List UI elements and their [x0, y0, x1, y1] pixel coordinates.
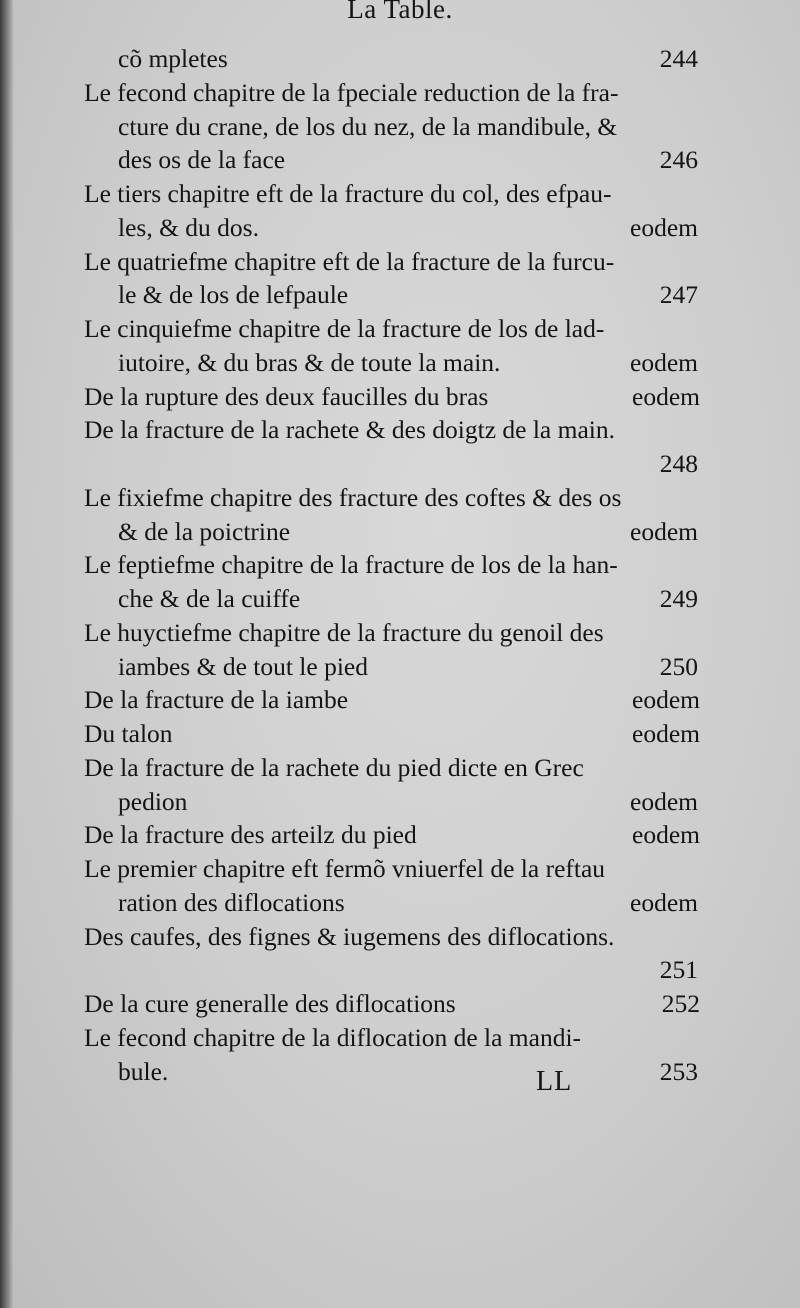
toc-line — [118, 582, 698, 616]
toc-line — [118, 1055, 698, 1089]
toc-entry-text: Le fixiefme chapitre des fracture des coftes & des os — [84, 482, 622, 512]
toc-entry-text: Le huyctiefme chapitre de la fracture du genoil des — [84, 617, 604, 647]
toc-entry-text: De la rupture des deux faucilles du bras — [84, 381, 489, 411]
toc-line — [118, 42, 698, 76]
toc-entry-text: cture du crane, de los du nez, de la mandibule, & — [118, 111, 618, 141]
toc-page-number: eodem — [632, 820, 700, 850]
toc-line — [84, 177, 700, 211]
toc-line — [118, 211, 698, 245]
toc-line — [84, 683, 700, 717]
toc-entry-text: Le tiers chapitre eft de la fracture du col, des efpau- — [84, 179, 612, 208]
toc-entry-text: De la fracture de la rachete & des doigtz de la main. — [84, 415, 615, 445]
toc-line — [118, 346, 698, 380]
toc-line — [84, 717, 700, 751]
toc-entry-text: les, & du dos. — [118, 212, 259, 242]
toc-line — [118, 143, 698, 177]
toc-entry-text: le & de los de lefpaule — [118, 280, 349, 310]
toc-line — [118, 447, 698, 481]
toc-line — [84, 413, 700, 447]
toc-page-number: eodem — [632, 381, 700, 411]
toc-line — [84, 987, 700, 1021]
toc-page-number: 253 — [659, 1056, 698, 1086]
toc-entry-text: cõ mpletes — [118, 44, 228, 73]
toc-entry-text: & de la poictrine — [118, 516, 291, 546]
toc-entry-text: Le premier chapitre eft fermõ vniuerfel de la reftau — [84, 854, 606, 883]
toc-entry-text: Des caufes, des fignes & iugemens des diflocations. — [84, 921, 615, 951]
toc-line — [84, 1021, 700, 1055]
toc-line — [84, 920, 700, 954]
toc-entry-text: Le feptiefme chapitre de la fracture de los de la han- — [84, 550, 618, 580]
toc-page-number: 251 — [659, 955, 698, 985]
toc-entry-text: Le quatriefme chapitre eft de la fracture de la furcu- — [84, 246, 615, 276]
toc-line — [118, 650, 698, 684]
toc-entry-text: des os de la face — [118, 145, 286, 175]
toc-entry-text: Le fecond chapitre de la fpeciale reduction de la fra- — [84, 77, 619, 107]
toc-page-number: eodem — [630, 212, 698, 242]
toc-entry-text: iutoire, & du bras & de toute la main. — [118, 347, 501, 377]
toc-page-number: 246 — [659, 145, 698, 175]
toc-entry-text: De la fracture des arteilz du pied — [84, 820, 417, 850]
toc-page-number: eodem — [630, 887, 698, 917]
toc-line — [84, 76, 700, 110]
toc-line — [84, 751, 700, 785]
toc-line — [118, 515, 698, 549]
signature-mark: LL — [536, 1066, 573, 1097]
toc-line — [84, 312, 700, 346]
toc-entry-text: De la fracture de la rachete du pied dicte en Grec — [84, 752, 584, 782]
toc-entry-text: ration des diflocations — [118, 887, 345, 917]
toc-entry-text: De la cure generalle des diflocations — [84, 989, 456, 1018]
toc-line — [118, 110, 698, 144]
toc-line — [84, 481, 700, 515]
toc-line — [84, 616, 700, 650]
toc-entry-text: Du talon — [84, 719, 173, 748]
toc-entry-text: bule. — [118, 1056, 169, 1086]
toc-page-number: eodem — [630, 786, 698, 816]
toc-entry-text: che & de la cuiffe — [118, 584, 301, 613]
toc-page-number: 244 — [659, 44, 698, 73]
toc-page-number: 249 — [659, 584, 698, 613]
toc-entry-text: Le fecond chapitre de la diflocation de la mandi- — [84, 1022, 582, 1052]
toc-line — [84, 818, 700, 852]
toc-entry-text: De la fracture de la iambe — [84, 685, 349, 715]
toc-line — [118, 785, 698, 819]
toc-page-number: eodem — [630, 516, 698, 546]
toc-entry-text: Le cinquiefme chapitre de la fracture de los de lad- — [84, 314, 605, 343]
toc-line — [118, 278, 698, 312]
toc-entry-text: pedion — [118, 786, 188, 816]
toc-line — [118, 953, 698, 987]
toc-page-number: 248 — [659, 449, 698, 478]
toc-line — [84, 852, 700, 886]
toc-page-number: eodem — [632, 719, 700, 748]
running-header: La Table. — [347, 0, 453, 24]
toc-page-number: 250 — [659, 651, 698, 681]
toc-line — [118, 886, 698, 920]
toc-page-number: 252 — [661, 989, 700, 1018]
toc-entry-text: iambes & de tout le pied — [118, 651, 368, 681]
toc-line — [84, 380, 700, 414]
toc-page-number: eodem — [630, 347, 698, 377]
page-gutter-shadow — [0, 0, 14, 1308]
toc-line — [84, 245, 700, 279]
toc-page-number: eodem — [632, 685, 700, 715]
toc-line — [84, 548, 700, 582]
toc-page-number: 247 — [659, 280, 698, 310]
